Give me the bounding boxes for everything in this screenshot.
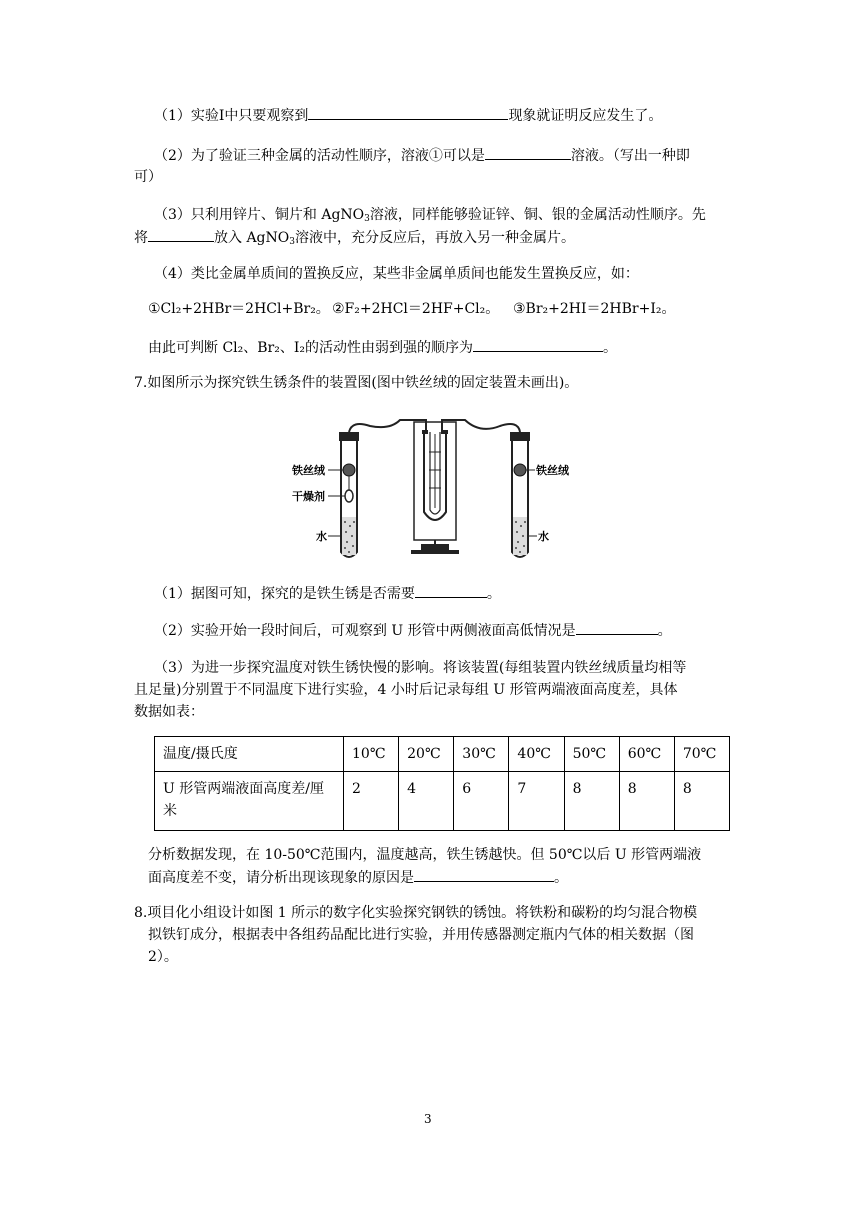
right-test-tube	[510, 432, 530, 557]
q7-p1-blank[interactable]	[415, 583, 487, 598]
q6-part2-cont: 可）	[134, 169, 162, 185]
q6-part1	[154, 105, 662, 126]
table-temp-cell: 50℃	[564, 737, 619, 772]
table-value-cell: 8	[564, 772, 619, 831]
label-iron-right: 铁丝绒	[536, 464, 569, 477]
q6-p1-blank[interactable]	[308, 105, 508, 120]
label-water-left: 水	[316, 530, 327, 543]
q8-stem-l2: 拟铁钉成分，根据表中各组药品配比进行实验，并用传感器测定瓶内气体的相关数据（图	[148, 927, 694, 943]
rust-apparatus-figure	[290, 412, 570, 572]
q6-p4-end: 。	[603, 340, 617, 356]
table-temp-cell: 70℃	[674, 737, 729, 772]
q6-part4-conclusion	[148, 337, 617, 358]
left-test-tube	[339, 432, 359, 557]
table-temp-cell: 10℃	[344, 737, 399, 772]
page-number: 3	[424, 1112, 432, 1126]
q7-p1-end: 。	[486, 586, 501, 602]
q6-p3-text-b: 溶液，同样能够验证锌、铜、银的金属活动性顺序。先	[369, 207, 706, 223]
label-water-right: 水	[538, 530, 549, 543]
q6-p3-text-e: 溶液中，充分反应后，再放入另一种金属片。	[294, 230, 575, 246]
q7-p1-text: （1）据图可知，探究的是铁生锈是否需要	[154, 586, 415, 602]
q7-analysis-blank[interactable]	[414, 867, 554, 882]
table-value-cell: 6	[454, 772, 509, 831]
q6-p1-text: （1）实验Ⅰ中只要观察到	[154, 108, 309, 124]
q6-p4-blank[interactable]	[473, 337, 603, 352]
q6-eq1: ①Cl₂+2HBr＝2HCl+Br₂。	[148, 301, 330, 317]
q6-p3-text-c: 将	[134, 230, 148, 246]
u-tube	[422, 430, 448, 520]
q6-p3-sub: 3	[364, 214, 370, 224]
q7-analysis-l2	[148, 867, 568, 888]
q7-part3-l2: 且足量)分别置于不同温度下进行实验，4 小时后记录每组 U 形管两端液面高度差，具体	[134, 682, 678, 698]
table-row-label: U 形管两端液面高度差/厘米	[155, 772, 344, 831]
table-value-cell: 8	[674, 772, 729, 831]
q6-p2-blank[interactable]	[485, 145, 571, 160]
q7-analysis-l1: 分析数据发现，在 10-50℃范围内，温度越高，铁生锈越快。但 50℃以后 U 形管两端液	[148, 847, 702, 863]
q6-p1-text-end: 现象就证明反应发生了。	[508, 108, 663, 124]
q7-p2-text: （2）实验开始一段时间后，可观察到 U 形管中两侧液面高低情况是	[154, 623, 576, 639]
q6-p2-text-end: 溶液。（写出一种即	[570, 148, 690, 164]
q6-p2-text: （2）为了验证三种金属的活动性顺序，溶液①可以是	[154, 148, 485, 164]
table-temp-cell: 40℃	[509, 737, 564, 772]
q7-part3-l3: 数据如表：	[134, 704, 204, 720]
q7-part2	[154, 620, 672, 641]
q6-part3	[154, 205, 706, 225]
q6-eq2: ②F₂+2HCl＝2HF+Cl₂。	[332, 301, 500, 317]
table-header-label: 温度/摄氏度	[155, 737, 344, 772]
q7-p2-end: 。	[657, 623, 672, 639]
label-iron-left: 铁丝绒	[292, 464, 325, 477]
q7-part3-l1: （3）为进一步探究温度对铁生锈快慢的影响。将该装置(每组装置内铁丝绒质量均相等	[154, 660, 687, 676]
table-temp-cell: 60℃	[619, 737, 674, 772]
q8-stem-l3: 2）。	[148, 949, 178, 965]
q6-p3-sub-2: 3	[289, 237, 295, 247]
table-row-header	[155, 737, 730, 772]
table-value-cell: 2	[344, 772, 399, 831]
table-value-cell: 8	[619, 772, 674, 831]
table-row-values	[155, 772, 730, 831]
q6-part3-cont	[134, 227, 575, 248]
table-value-cell: 7	[509, 772, 564, 831]
temperature-data-table	[154, 736, 730, 831]
q6-part4: （4）类比金属单质间的置换反应，某些非金属单质间也能发生置换反应，如：	[154, 266, 639, 282]
table-temp-cell: 20℃	[399, 737, 454, 772]
q6-p4-text: 由此可判断 Cl₂、Br₂、I₂的活动性由弱到强的顺序为	[148, 340, 473, 356]
q6-part2	[154, 145, 690, 166]
q6-p3-text: （3）只利用锌片、铜片和 AgNO	[154, 207, 365, 223]
table-value-cell: 4	[399, 772, 454, 831]
label-desiccant: 干燥剂	[292, 490, 325, 503]
q7-p2-blank[interactable]	[576, 620, 658, 635]
table-temp-cell: 30℃	[454, 737, 509, 772]
q8-stem-l1: 8.项目化小组设计如图 1 所示的数字化实验探究钢铁的锈蚀。将铁粉和碳粉的均匀混合物模	[134, 905, 698, 921]
q7-analysis-end: 。	[554, 870, 568, 886]
q7-analysis-text: 面高度差不变，请分析出现该现象的原因是	[148, 870, 414, 886]
q6-p3-text-d: 放入 AgNO	[214, 230, 290, 246]
q7-part1	[154, 583, 501, 604]
q6-p3-blank[interactable]	[148, 227, 214, 242]
q7-stem: 7.如图所示为探究铁生锈条件的装置图(图中铁丝绒的固定装置未画出)。	[134, 375, 579, 391]
q6-eq3: ③Br₂+2HI＝2HBr+I₂。	[513, 301, 676, 317]
